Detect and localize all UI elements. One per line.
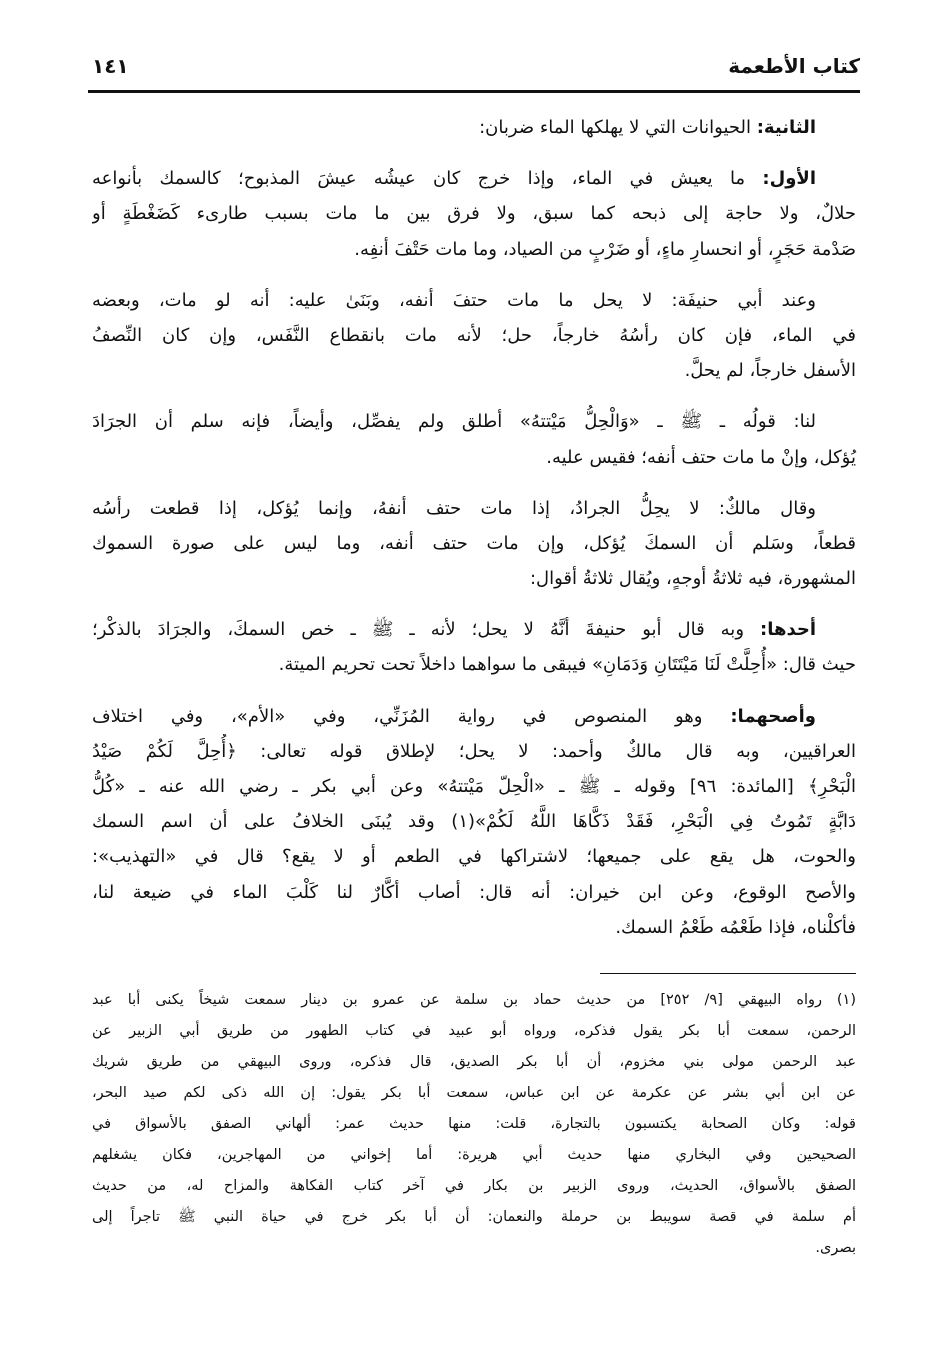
footnote-text: بصرى. <box>815 1240 856 1256</box>
line-text: ما يعيش في الماء، وإذا خرج كان عيشُه عيشَ المذبوح؛ كالسمك بأنواعه <box>92 168 746 190</box>
text-line <box>92 699 856 734</box>
footnote-line <box>92 1016 856 1047</box>
footnote-line <box>92 1171 856 1202</box>
paragraph <box>92 110 856 145</box>
page-header <box>88 50 860 86</box>
footnote-text: عبد الرحمن مولى بني مخزوم، أن أبا بكر الصديق، قال فذكره، وروى البيهقي من طريق شريك <box>92 1054 856 1070</box>
footnote-marker: (١) <box>836 992 856 1008</box>
text-line <box>92 161 856 196</box>
line-text: المشهورة، فيه ثلاثةُ أوجهٍ، ويُقال ثلاثةُ أقوال: <box>529 568 856 590</box>
line-text: قطعاً، وسَلم أن السمكَ يُؤكل، وإن مات حتف أنفه، وما ليس على صورة السموك <box>92 532 856 554</box>
footnote-text: أم سلمة في قصة سويبط بن حرملة والنعمان: أن أبا بكر خرج في حياة النبي ﷺ تاجراً إلى <box>92 1209 856 1225</box>
text-line <box>92 804 856 839</box>
text-line <box>92 526 856 561</box>
line-text: دَابَّةٍ تَمُوتُ فِي الْبَحْرِ، فَقَدْ ذَكَّاهَا اللَّهُ لَكُمْ»(١) وقد يُبنَى الخلافُ على أن اسم السمك <box>92 811 856 833</box>
footnote-text: الرحمن، سمعت أبا بكر يقول فذكره، ورواه أبو عبيد في كتاب الطهور من طريق أبي الزبير عن <box>92 1023 856 1039</box>
paragraph <box>92 404 856 474</box>
text-line <box>92 404 856 439</box>
line-text: والأصح الوقوع، وعن ابن خيران: أنه قال: أصاب أكَّارٌ لنا كَلْبَ الماء في ضيعة لنا، <box>92 881 856 903</box>
page-number: ١٤١ <box>92 54 129 78</box>
line-text: وهو المنصوص في رواية المُزَنِّي، وفي «الأم»، وفي اختلاف <box>92 705 703 727</box>
footnote-rule <box>600 973 856 974</box>
line-text: صَدْمة حَجَرٍ، أو انحسارِ ماءٍ، أو ضَرْبٍ من الصياد، وما مات حَتْفَ أنفِه. <box>354 238 856 260</box>
text-line <box>92 196 856 231</box>
footnote-text: قوله: وكان الصحابة يكتسبون بالتجارة، قلت: منها حديث عمر: ألهاني الصفق بالأسواق في <box>92 1116 856 1132</box>
footnotes <box>92 985 856 1264</box>
line-text: والحوت، هل يقع على جميعها؛ لاشتراكها في الطعم أو لا يقع؟ قال في «التهذيب»: <box>92 846 856 868</box>
line-text: وبه قال أبو حنيفةَ أنَّهُ لا يحل؛ لأنه ـ ﷺ ـ خص السمكَ، والجرَادَ بالذكْر؛ <box>92 619 745 641</box>
line-text: العراقيين، وبه قال مالكٌ وأحمد: لا يحل؛ لإطلاق قوله تعالى: ﴿أُحِلَّ لَكُمْ صَيْدُ <box>92 740 856 762</box>
footnote-line <box>92 1109 856 1140</box>
paragraph-lead: وأصحهما: <box>730 705 816 727</box>
text-line <box>92 734 856 769</box>
text-line <box>92 769 856 804</box>
line-text: حيث قال: «أُحِلَّتْ لَنَا مَيْتَتَانِ وَدَمَانِ» فيبقى ما سواهما داخلاً تحت تحريم الميتة. <box>278 654 856 676</box>
line-text: وعند أبي حنيفَة: لا يحل ما مات حتفَ أنفه، وبَنَىٰ عليه: أنه لو مات، وبعضه <box>92 289 816 311</box>
footnote-line <box>92 1047 856 1078</box>
footnote-line <box>92 1078 856 1109</box>
paragraph-lead: الثانية: <box>756 117 816 138</box>
paragraph-lead: أحدها: <box>760 619 816 641</box>
paragraph <box>92 699 856 945</box>
line-text: يُؤكل، وإنْ ما مات حتف أنفه؛ فقيس عليه. <box>546 446 856 468</box>
paragraph <box>92 612 856 682</box>
text-line <box>92 839 856 874</box>
text-line <box>92 612 856 647</box>
text-line <box>92 561 856 596</box>
text-line <box>92 440 856 475</box>
text-line <box>92 491 856 526</box>
text-line <box>92 647 856 682</box>
paragraph <box>92 161 856 267</box>
main-text <box>92 110 856 961</box>
line-text: فأكلْناه، فإذا طَعْمُه طَعْمُ السمك. <box>615 916 856 938</box>
text-line <box>92 110 856 145</box>
text-line <box>92 875 856 910</box>
paragraph <box>92 491 856 597</box>
line-text: في الماء، فإن كان رأسُهُ خارجاً، حل؛ لأنه مات بانقطاع النَّفَس، وإن كان النِّصفُ <box>92 324 856 346</box>
footnote-line <box>92 985 856 1016</box>
paragraph <box>92 283 856 389</box>
line-text: لنا: قولُه ـ ﷺ ـ «وَالْحِلُّ مَيْتتهُ» أطلق ولم يفصِّل، وأيضاً، فإنه سلم أن الجرَادَ <box>92 411 816 433</box>
footnote-text: الصفق بالأسواق، الحديث، وروى الزبير بن بكار في آخر كتاب الفكاهة والمزاح له، من حديث <box>92 1178 856 1194</box>
footnote-line <box>92 1202 856 1233</box>
text-line <box>92 353 856 388</box>
header-rule <box>88 90 860 93</box>
footnote-line <box>92 1233 856 1264</box>
footnote-text: عن ابن أبي بشر عن عكرمة عن ابن عباس، سمعت أبا بكر يقول: إن الله ذكى لكم صيد البحر، <box>92 1085 856 1101</box>
line-text: وقال مالكٌ: لا يحِلُّ الجرادُ، إذا مات حتف أنفهُ، وإنما يُؤكل، إذا قطعت رأسُه <box>92 497 816 519</box>
text-line <box>92 318 856 353</box>
chapter-title: كتاب الأطعمة <box>728 54 860 78</box>
line-text: حلالٌ، ولا حاجة إلى ذبحه كما سبق، ولا فرق بين ما مات بسبب طارىء كَضَغْطَةٍ أو <box>92 203 856 225</box>
line-text: الْبَحْرِ﴾ [المائدة: ٩٦] وقوله ـ ﷺ ـ «الْحِلّ مَيْتتهُ» وعن أبي بكر ـ رضي الله عنه ـ «كُلُّ <box>92 776 856 797</box>
text-line <box>92 283 856 318</box>
paragraph-lead: الأول: <box>762 168 816 190</box>
line-text: الحيوانات التي لا يهلكها الماء ضربان: <box>479 117 751 138</box>
footnote-line <box>92 1140 856 1171</box>
line-text: الأسفل خارجاً، لم يحلَّ. <box>684 360 856 382</box>
text-line <box>92 910 856 945</box>
footnote-text: الصحيحين وفي البخاري منها حديث أبي هريرة: أما إخواني من المهاجرين، فكان يشغلهم <box>92 1147 856 1163</box>
footnote-text: رواه البيهقي [٩/ ٢٥٢] من حديث حماد بن سلمة عن عمرو بن دينار سمعت شيخاً يكنى أبا عبد <box>92 992 822 1008</box>
text-line <box>92 232 856 267</box>
